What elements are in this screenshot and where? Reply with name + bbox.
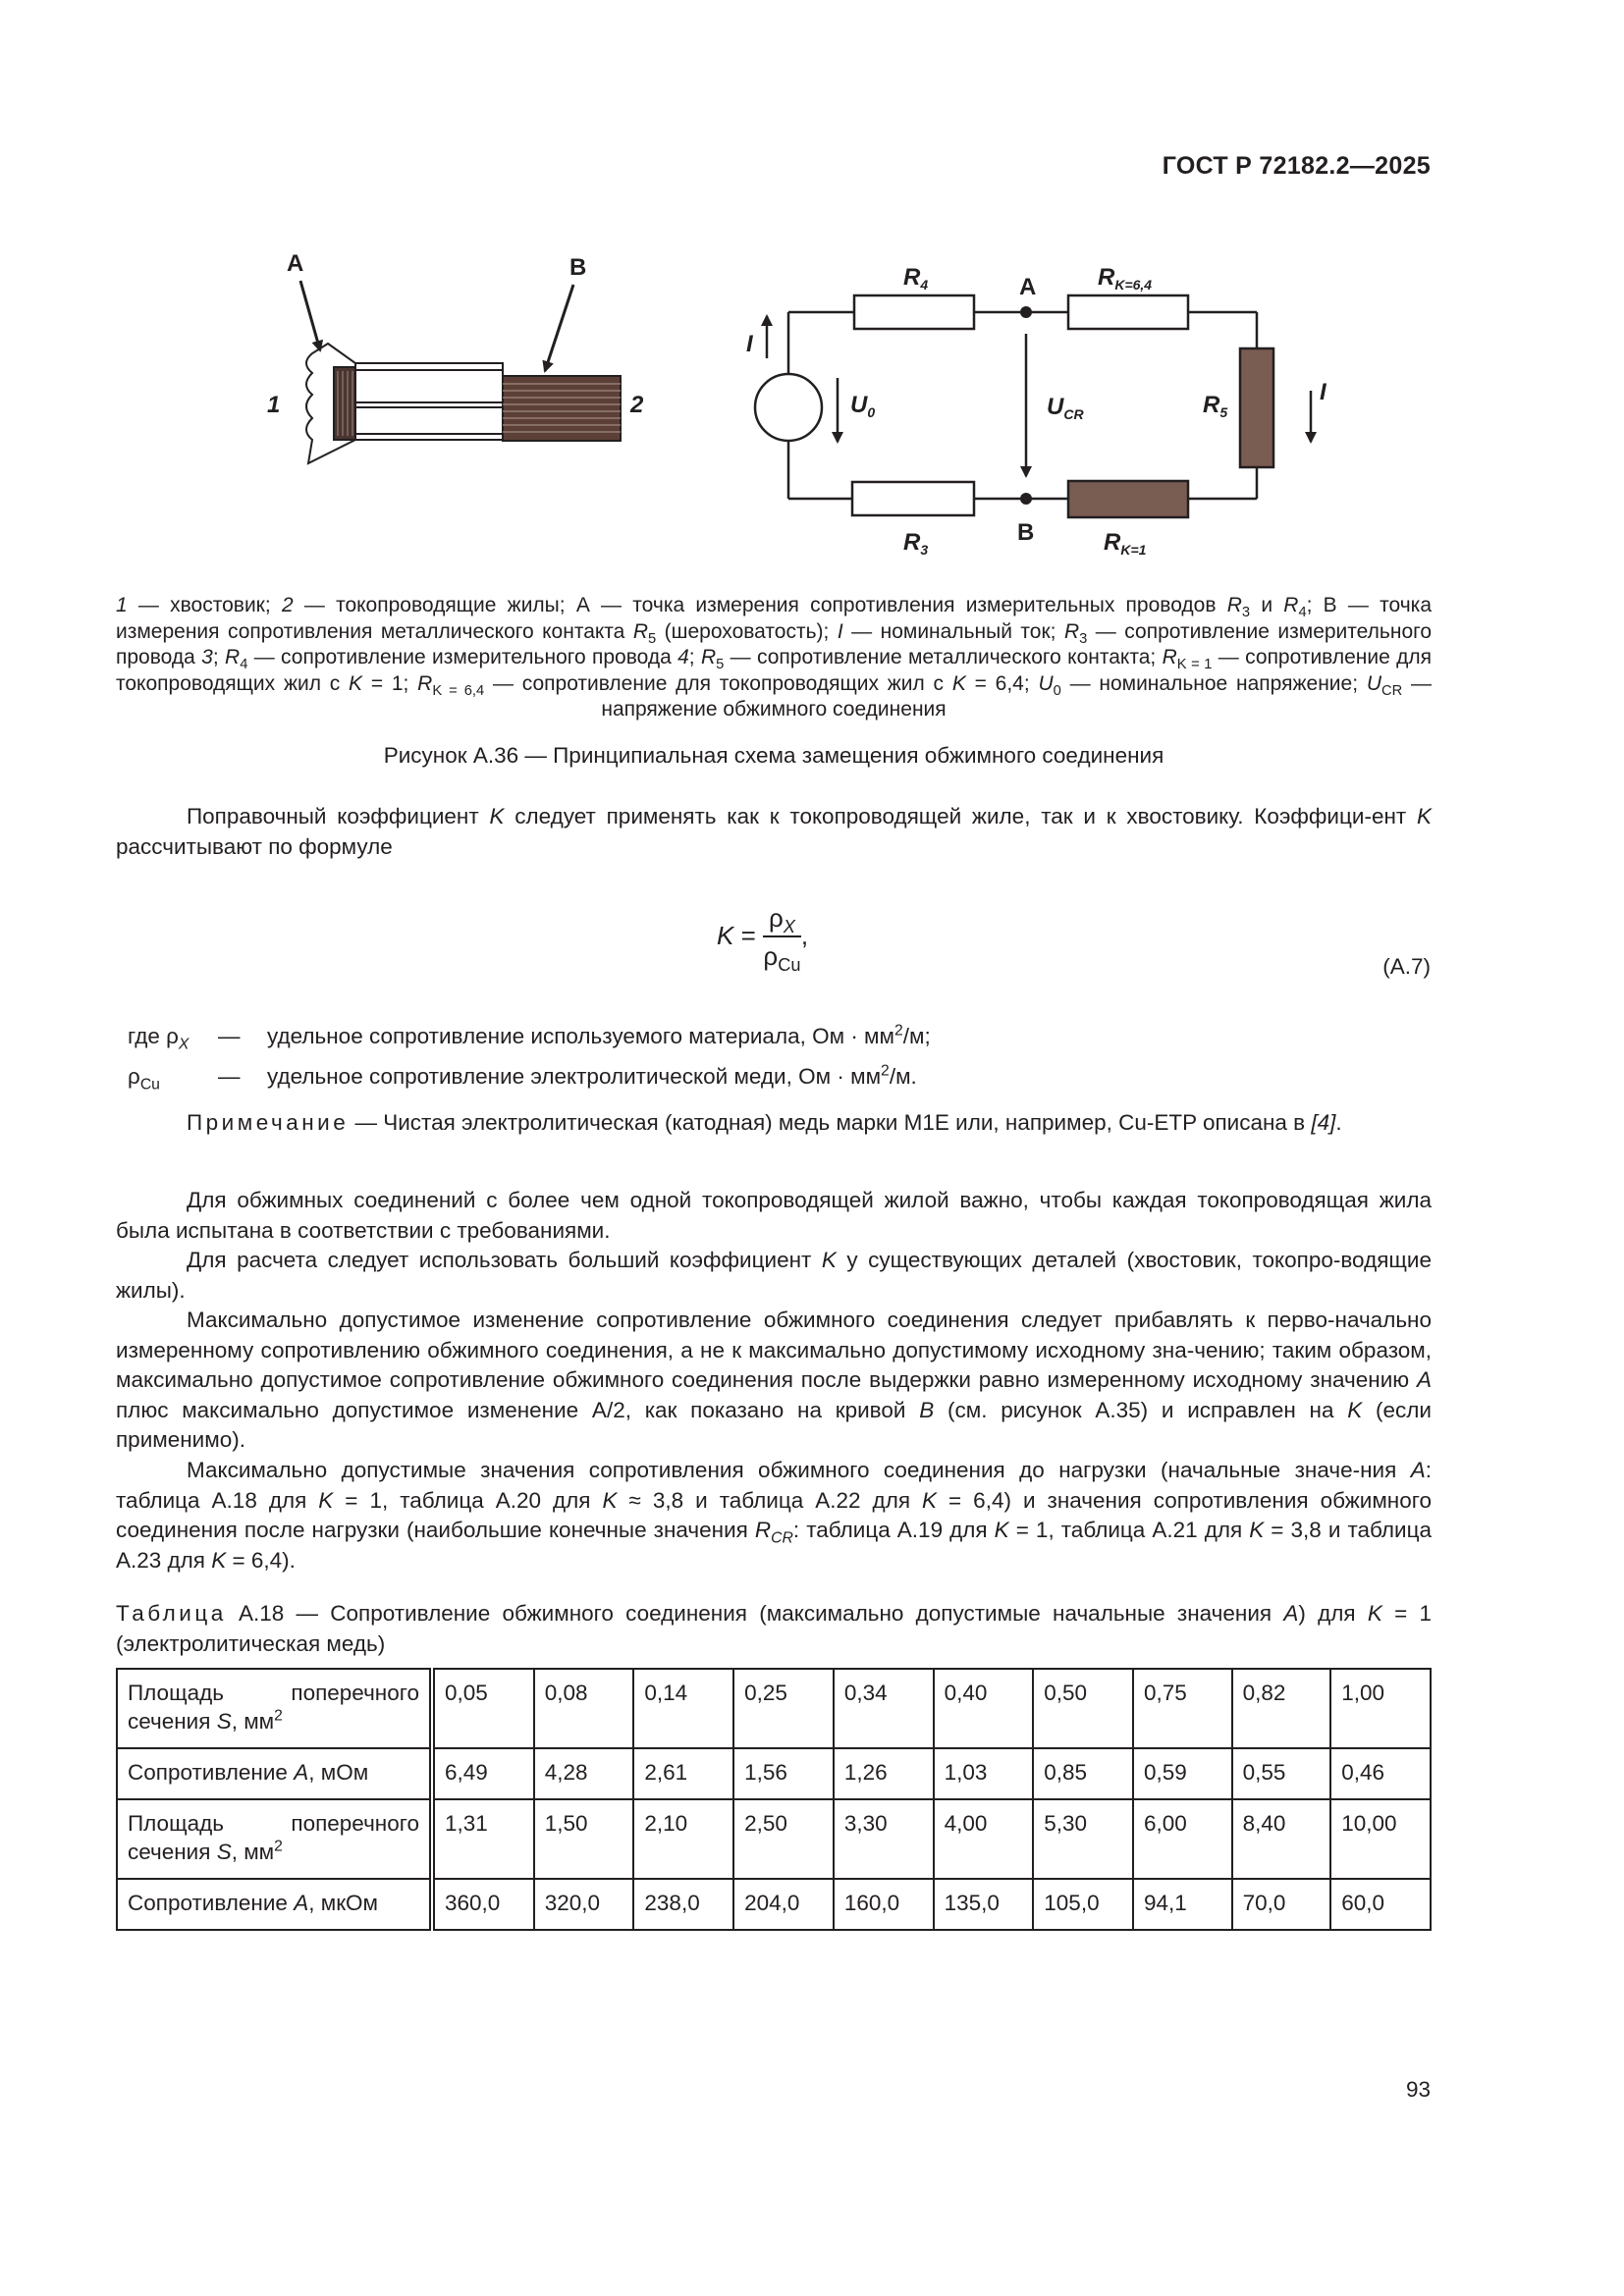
table-cell: 0,55	[1232, 1748, 1331, 1799]
where-dash-2: —	[218, 1064, 241, 1089]
table-cell: 5,30	[1033, 1799, 1133, 1879]
table-cell: 4,28	[534, 1748, 634, 1799]
table-cell: 1,26	[834, 1748, 934, 1799]
resistor-rk64	[1068, 295, 1188, 329]
row-header-area-1: Площадь поперечного сечения S, $мм^2$	[117, 1669, 432, 1748]
table-cell: 1,50	[534, 1799, 634, 1879]
table-cell: 3,30	[834, 1799, 934, 1879]
table-cell: 2,50	[733, 1799, 834, 1879]
label-point-b: B	[1017, 519, 1035, 546]
table-cell: 2,61	[633, 1748, 733, 1799]
table-cell: 0,50	[1033, 1669, 1133, 1748]
table-a18	[116, 1668, 1432, 1931]
label-ucr: $U_{CR}$	[1047, 394, 1084, 422]
row-header-resistance-1: Сопротивление А, мОм	[117, 1748, 432, 1799]
node-b	[1020, 493, 1032, 505]
label-point-a-left: A	[287, 250, 304, 277]
resistor-r4	[854, 295, 974, 329]
row-header-area-2: Площадь поперечного сечения S, $мм^2$	[117, 1799, 432, 1879]
table-cell: 135,0	[934, 1879, 1034, 1930]
label-r3: $R_3$	[903, 529, 929, 558]
where-dash-1: —	[218, 1024, 241, 1048]
voltage-source	[755, 374, 822, 441]
table-cell: 6,49	[432, 1748, 534, 1799]
resistor-r3	[852, 482, 974, 515]
where-rho-cu-symbol: $\rho_{Cu}$	[128, 1064, 160, 1094]
label-1-tail: 1	[267, 392, 281, 418]
table-title: Таблица А.18 — Сопротивление обжимного соединения (максимально допустимые начальные значения А) для K = 1 (электролитическая медь)	[116, 1601, 1433, 1656]
table-row	[117, 1748, 1431, 1799]
node-a	[1020, 306, 1032, 318]
where-rho-cu-definition: удельное сопротивление электролитической меди, Ом · $мм^2/м$.	[267, 1062, 917, 1089]
label-rk64: $R_{K=6,4}$	[1098, 264, 1153, 293]
table-row	[117, 1669, 1431, 1748]
paragraph-larger-coefficient: Для расчета следует использовать больший коэффициент K у существующих деталей (хвостовик, токопро-водящие жилы).	[116, 1248, 1432, 1303]
table-cell: 0,25	[733, 1669, 834, 1748]
label-current-right: I	[1320, 379, 1326, 405]
table-cell: 70,0	[1232, 1879, 1331, 1930]
crimp-terminal-drawing	[300, 281, 621, 463]
resistor-r5	[1240, 348, 1273, 467]
label-r5: $R_5$	[1203, 392, 1228, 420]
table-cell: 320,0	[534, 1879, 634, 1930]
equation-number: (А.7)	[1382, 954, 1431, 979]
table-cell: 0,75	[1133, 1669, 1232, 1748]
table-row	[117, 1879, 1431, 1930]
table-cell: 0,08	[534, 1669, 634, 1748]
table-cell: 160,0	[834, 1879, 934, 1930]
table-cell: 360,0	[432, 1879, 534, 1930]
label-rk1: $R_{K=1}$	[1104, 529, 1147, 558]
table-cell: 238,0	[633, 1879, 733, 1930]
table-cell: 8,40	[1232, 1799, 1331, 1879]
figure-caption: Рисунок А.36 — Принципиальная схема замещения обжимного соединения	[383, 743, 1164, 768]
table-cell: 1,56	[733, 1748, 834, 1799]
label-point-b-left: B	[569, 254, 587, 281]
table-cell: 1,03	[934, 1748, 1034, 1799]
note: Примечание — Чистая электролитическая (катодная) медь марки M1E или, например, Cu-ETP описана в [4].	[187, 1110, 1342, 1135]
label-point-a: A	[1019, 274, 1037, 300]
paragraph-k-coefficient: Поправочный коэффициент K следует применять как к токопроводящей жиле, так и к хвостовику. Коэффици-ент K рассчитывают по формуле	[116, 804, 1432, 859]
figure-a36	[0, 0, 1624, 589]
page-number: 93	[1405, 2077, 1431, 2102]
table-cell: 1,00	[1330, 1669, 1431, 1748]
paragraph-multi-conductor: Для обжимных соединений с более чем одной токопроводящей жилой важно, чтобы каждая токопроводящая жила была испытана в соответствии с требованиями.	[116, 1188, 1432, 1243]
table-cell: 0,85	[1033, 1748, 1133, 1799]
where-rho-x-symbol: где $\rho_X$	[128, 1024, 189, 1053]
figure-legend: 1 — хвостовик; 2 — токопроводящие жилы; А — точка измерения сопротивления измерительных проводов $R_3$ и $R_4$; В — точка измерения сопротивления металлического контакта $R_5$ (шероховатость); I — номинальный ток; $R_3$ — сопротивление измерительного провода 3; $R_4$ — сопротивление измерительного провода 4; $R_5$ — сопротивление металлического контакта; $R_{K = 1}$ — сопротивление для токопроводящих жил с K = 1; $R_{K = 6,4}$ — сопротивление для токопроводящих жил с K = 6,4; $U_0$ — номинальное напряжение; $U_{CR}$ — напряжение обжимного соединения	[116, 594, 1433, 721]
table-cell: 2,10	[633, 1799, 733, 1879]
table-cell: 1,31	[432, 1799, 534, 1879]
document-id: ГОСТ Р 72182.2—2025	[1162, 152, 1431, 180]
table-cell: 60,0	[1330, 1879, 1431, 1930]
table-cell: 0,82	[1232, 1669, 1331, 1748]
resistor-rk1	[1068, 481, 1188, 517]
formula-a7: K = $\frac{\rho_X}{\rho_{Cu}}$ ,	[717, 903, 809, 976]
label-r4: $R_4$	[903, 264, 929, 293]
table-cell: 0,34	[834, 1669, 934, 1748]
table-cell: 105,0	[1033, 1879, 1133, 1930]
paragraph-max-values: Максимально допустимые значения сопротивления обжимного соединения до нагрузки (начальные значе-ния А: таблица А.18 для K = 1, таблица А.20 для K ≈ 3,8 и таблица А.22 для K = 6,4) и значения сопротивления обжимного соединения после нагрузки (наибольшие конечные значения $R_{CR}$: таблица А.19 для K = 1, таблица А.21 для K = 3,8 и таблица А.23 для K = 6,4).	[116, 1458, 1433, 1573]
paragraph-max-change: Максимально допустимое изменение сопротивление обжимного соединения следует прибавлять к перво-начально измеренному сопротивлению обжимного соединения, а не к максимально допустимому исходному зна-чению; таким образом, максимально допустимое сопротивление обжимного соединения после выдержки равно измеренному исходному значению А плюс максимально допустимое изменение А/2, как показано на кривой В (см. рисунок А.35) и исправлен на K (если применимо).	[116, 1308, 1432, 1452]
table-cell: 4,00	[934, 1799, 1034, 1879]
table-cell: 6,00	[1133, 1799, 1232, 1879]
label-current-left: I	[746, 331, 753, 357]
label-u0: $U_0$	[850, 392, 876, 420]
table-cell: 10,00	[1330, 1799, 1431, 1879]
table-cell: 0,46	[1330, 1748, 1431, 1799]
table-row	[117, 1799, 1431, 1879]
where-rho-x-definition: удельное сопротивление используемого материала, Ом · $мм^2/м$;	[267, 1022, 931, 1048]
table-cell: 94,1	[1133, 1879, 1232, 1930]
table-cell: 0,40	[934, 1669, 1034, 1748]
table-cell: 204,0	[733, 1879, 834, 1930]
row-header-resistance-2: Сопротивление А, мкОм	[117, 1879, 432, 1930]
label-2-conductors: 2	[630, 392, 644, 418]
table-cell: 0,05	[432, 1669, 534, 1748]
table-cell: 0,59	[1133, 1748, 1232, 1799]
table-cell: 0,14	[633, 1669, 733, 1748]
